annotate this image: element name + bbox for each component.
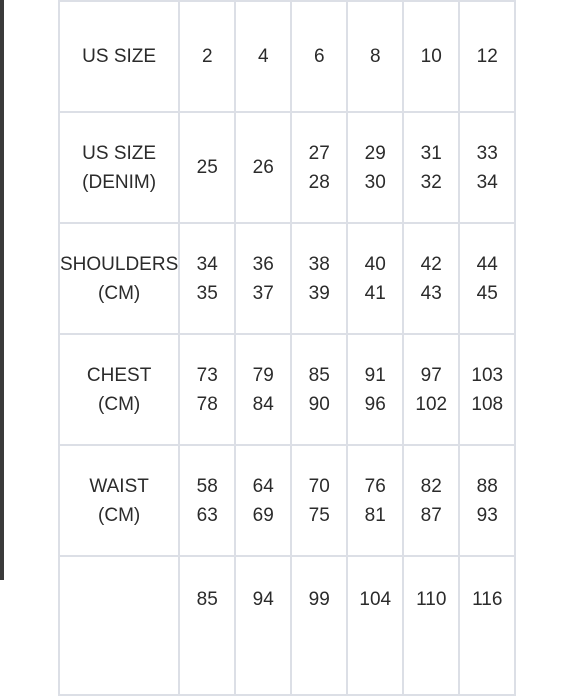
cell-value: 8 xyxy=(369,46,381,67)
cell-value: 91 xyxy=(364,364,386,386)
cell-value: 73 xyxy=(196,364,218,386)
value-cell xyxy=(347,556,403,695)
row-label-text: (CM) xyxy=(98,393,141,415)
cell-value: 82 xyxy=(420,475,442,497)
value-cell xyxy=(459,112,515,223)
cell-value: 2 xyxy=(201,46,213,67)
cell-value: 79 xyxy=(252,364,274,386)
value-cell xyxy=(291,1,347,112)
value-cell xyxy=(403,1,459,112)
row-label-text: WAIST xyxy=(89,475,149,497)
cell-value: 39 xyxy=(308,282,330,304)
cell-value: 31 xyxy=(420,142,442,164)
cell-value: 69 xyxy=(252,504,274,526)
cell-value: 90 xyxy=(308,393,330,415)
cell-value: 99 xyxy=(308,589,330,610)
row-label-text: US SIZE xyxy=(82,46,157,67)
value-cell xyxy=(179,556,235,695)
cell-value: 27 xyxy=(308,142,330,164)
cell-value: 25 xyxy=(196,157,218,178)
cell-value: 32 xyxy=(420,171,442,193)
value-cell xyxy=(235,556,291,695)
cell-value: 37 xyxy=(252,282,274,304)
value-cell xyxy=(291,556,347,695)
table-row xyxy=(59,445,515,556)
value-cell xyxy=(403,445,459,556)
value-cell xyxy=(179,334,235,445)
value-cell xyxy=(291,223,347,334)
size-chart-body xyxy=(59,0,515,695)
value-cell xyxy=(347,223,403,334)
value-cell xyxy=(235,1,291,112)
cell-value: 34 xyxy=(196,253,218,275)
cell-value: 97 xyxy=(420,364,442,386)
value-cell xyxy=(235,334,291,445)
value-cell xyxy=(347,112,403,223)
value-cell xyxy=(459,556,515,695)
row-label-cell xyxy=(59,334,179,445)
cell-value: 103 xyxy=(471,364,504,386)
table-row xyxy=(59,112,515,223)
value-cell xyxy=(347,1,403,112)
value-cell xyxy=(459,334,515,445)
value-cell xyxy=(459,445,515,556)
cell-value: 85 xyxy=(308,364,330,386)
cell-value: 28 xyxy=(308,171,330,193)
cell-value: 33 xyxy=(476,142,498,164)
row-label-cell xyxy=(59,556,179,695)
cell-value: 40 xyxy=(364,253,386,275)
cell-value: 38 xyxy=(308,253,330,275)
cell-value: 96 xyxy=(364,393,386,415)
value-cell xyxy=(291,334,347,445)
cell-value: 70 xyxy=(308,475,330,497)
value-cell xyxy=(403,223,459,334)
value-cell xyxy=(179,445,235,556)
cell-value: 108 xyxy=(471,393,504,415)
cell-value: 94 xyxy=(252,589,274,610)
cell-value: 64 xyxy=(252,475,274,497)
table-row xyxy=(59,556,515,695)
cell-value: 78 xyxy=(196,393,218,415)
cell-value: 35 xyxy=(196,282,218,304)
value-cell xyxy=(347,445,403,556)
cell-value: 87 xyxy=(420,504,442,526)
value-cell xyxy=(179,1,235,112)
cell-value: 58 xyxy=(196,475,218,497)
value-cell xyxy=(291,445,347,556)
cell-value: 102 xyxy=(415,393,448,415)
row-label-cell xyxy=(59,112,179,223)
cell-value: 44 xyxy=(476,253,498,275)
table-row xyxy=(59,223,515,334)
row-label-text: (CM) xyxy=(98,282,141,304)
value-cell xyxy=(459,223,515,334)
cell-value: 75 xyxy=(308,504,330,526)
cell-value: 110 xyxy=(416,589,447,610)
row-label-cell xyxy=(59,445,179,556)
cell-value: 42 xyxy=(420,253,442,275)
row-label-text: SHOULDERS xyxy=(60,253,179,275)
cell-value: 45 xyxy=(476,282,498,304)
cell-value: 116 xyxy=(472,589,503,610)
cell-value: 6 xyxy=(313,46,325,67)
left-border-rule xyxy=(0,0,4,580)
value-cell xyxy=(235,445,291,556)
row-label-cell xyxy=(59,223,179,334)
value-cell xyxy=(403,334,459,445)
table-row xyxy=(59,334,515,445)
cell-value: 30 xyxy=(364,171,386,193)
cell-value: 43 xyxy=(420,282,442,304)
cell-value: 93 xyxy=(476,504,498,526)
value-cell xyxy=(235,112,291,223)
cell-value: 81 xyxy=(364,504,386,526)
cell-value: 36 xyxy=(252,253,274,275)
value-cell xyxy=(179,223,235,334)
value-cell xyxy=(403,112,459,223)
cell-value: 34 xyxy=(476,171,498,193)
value-cell xyxy=(403,556,459,695)
row-label-text: (DENIM) xyxy=(82,171,157,193)
cell-value: 85 xyxy=(196,589,218,610)
value-cell xyxy=(347,334,403,445)
cell-value: 4 xyxy=(257,46,269,67)
value-cell xyxy=(235,223,291,334)
row-label-text: US SIZE xyxy=(82,142,157,164)
cell-value: 63 xyxy=(196,504,218,526)
cell-value: 104 xyxy=(359,589,392,610)
cell-value: 26 xyxy=(252,157,274,178)
value-cell xyxy=(459,1,515,112)
table-row xyxy=(59,1,515,112)
cell-value: 41 xyxy=(364,282,386,304)
cell-value: 10 xyxy=(420,46,442,67)
cell-value: 84 xyxy=(252,393,274,415)
row-label-text: CHEST xyxy=(86,364,152,386)
row-label-text: (CM) xyxy=(98,504,141,526)
size-chart-table xyxy=(58,0,516,696)
cell-value: 76 xyxy=(364,475,386,497)
cell-value: 29 xyxy=(364,142,386,164)
value-cell xyxy=(179,112,235,223)
value-cell xyxy=(291,112,347,223)
row-label-cell xyxy=(59,1,179,112)
cell-value: 88 xyxy=(476,475,498,497)
cell-value: 12 xyxy=(476,46,498,67)
